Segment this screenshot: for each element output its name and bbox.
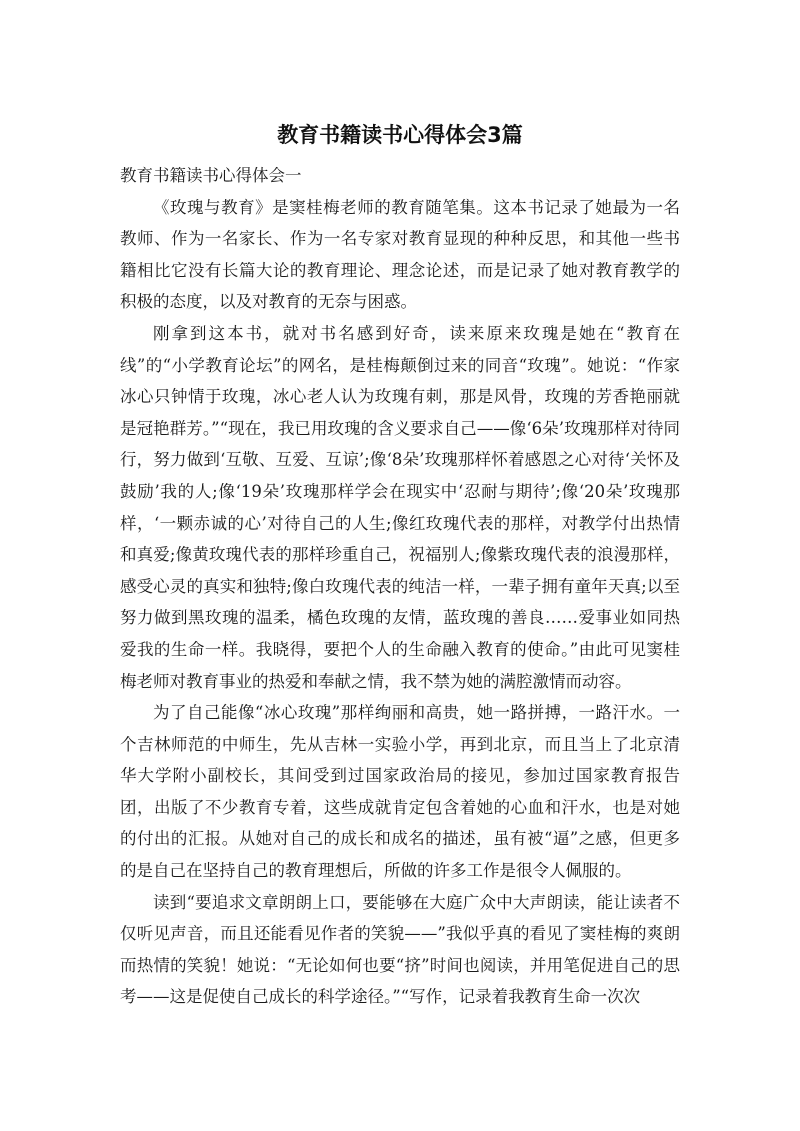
paragraph: 读到“要追求文章朗朗上口，要能够在大庭广众中大声朗读，能让读者不仅听见声音，而且还能看见作者的笑貌——”我似乎真的看见了窦桂梅的爽朗而热情的笑貌！她说：“无论如何也要“挤”时间也阅读，并用笔促进自己的思考——这是促使自己成长的科学途径。”“写作，记录着我教育生命一次次 (120, 892, 680, 1007)
paragraph: 《玫瑰与教育》是窦桂梅老师的教育随笔集。这本书记录了她最为一名教师、作为一名家长、作为一名专家对教育显现的种种反思，和其他一些书籍相比它没有长篇大论的教育理论、理念论述，而是记录了她对教育教学的积极的态度，以及对教育的无奈与困惑。 (120, 197, 680, 312)
section-subtitle: 教育书籍读书心得体会一 (120, 166, 302, 185)
document-title: 教育书籍读书心得体会3篇 (277, 123, 523, 147)
document-body (120, 160, 680, 1013)
paragraph: 为了自己能像“冰心玫瑰”那样绚丽和高贵，她一路拼搏，一路汗水。一个吉林师范的中师生，先从吉林一实验小学，再到北京，而且当上了北京清华大学附小副校长，其间受到过国家政治局的接见，参加过国家教育报告团，出版了不少教育专着，这些成就肯定包含着她的心血和汗水，也是对她的付出的汇报。从她对自己的成长和成名的描述，虽有被“逼”之感，但更多的是自己在坚持自己的教育理想后，所做的许多工作是很令人佩服的。 (120, 703, 680, 881)
paragraph: 刚拿到这本书，就对书名感到好奇，读来原来玫瑰是她在“教育在线”的“小学教育论坛”的网名，是桂梅颠倒过来的同音“玫瑰”。她说：“作家冰心只钟情于玫瑰，冰心老人认为玫瑰有刺，那是风骨，玫瑰的芳香艳丽就是冠艳群芳。”“现在，我已用玫瑰的含义要求自己——像‘6朵’玫瑰那样对待同行，努力做到‘互敬、互爱、互谅’;像‘8朵’玫瑰那样怀着感恩之心对待‘关怀及鼓励’我的人;像‘19朵’玫瑰那样学会在现实中‘忍耐与期待’;像‘20朵’玫瑰那样，‘一颗赤诚的心’对待自己的人生;像红玫瑰代表的那样，对教学付出热情和真爱;像黄玫瑰代表的那样珍重自己，祝福别人;像紫玫瑰代表的浪漫那样，感受心灵的真实和独特;像白玫瑰代表的纯洁一样，一辈子拥有童年天真;以至努力做到黑玫瑰的温柔，橘色玫瑰的友情，蓝玫瑰的善良……爱事业如同热爱我的生命一样。我晓得，要把个人的生命融入教育的使命。”由此可见窦桂梅老师对教育事业的热爱和奉献之情，我不禁为她的满腔激情而动容。 (120, 323, 680, 691)
